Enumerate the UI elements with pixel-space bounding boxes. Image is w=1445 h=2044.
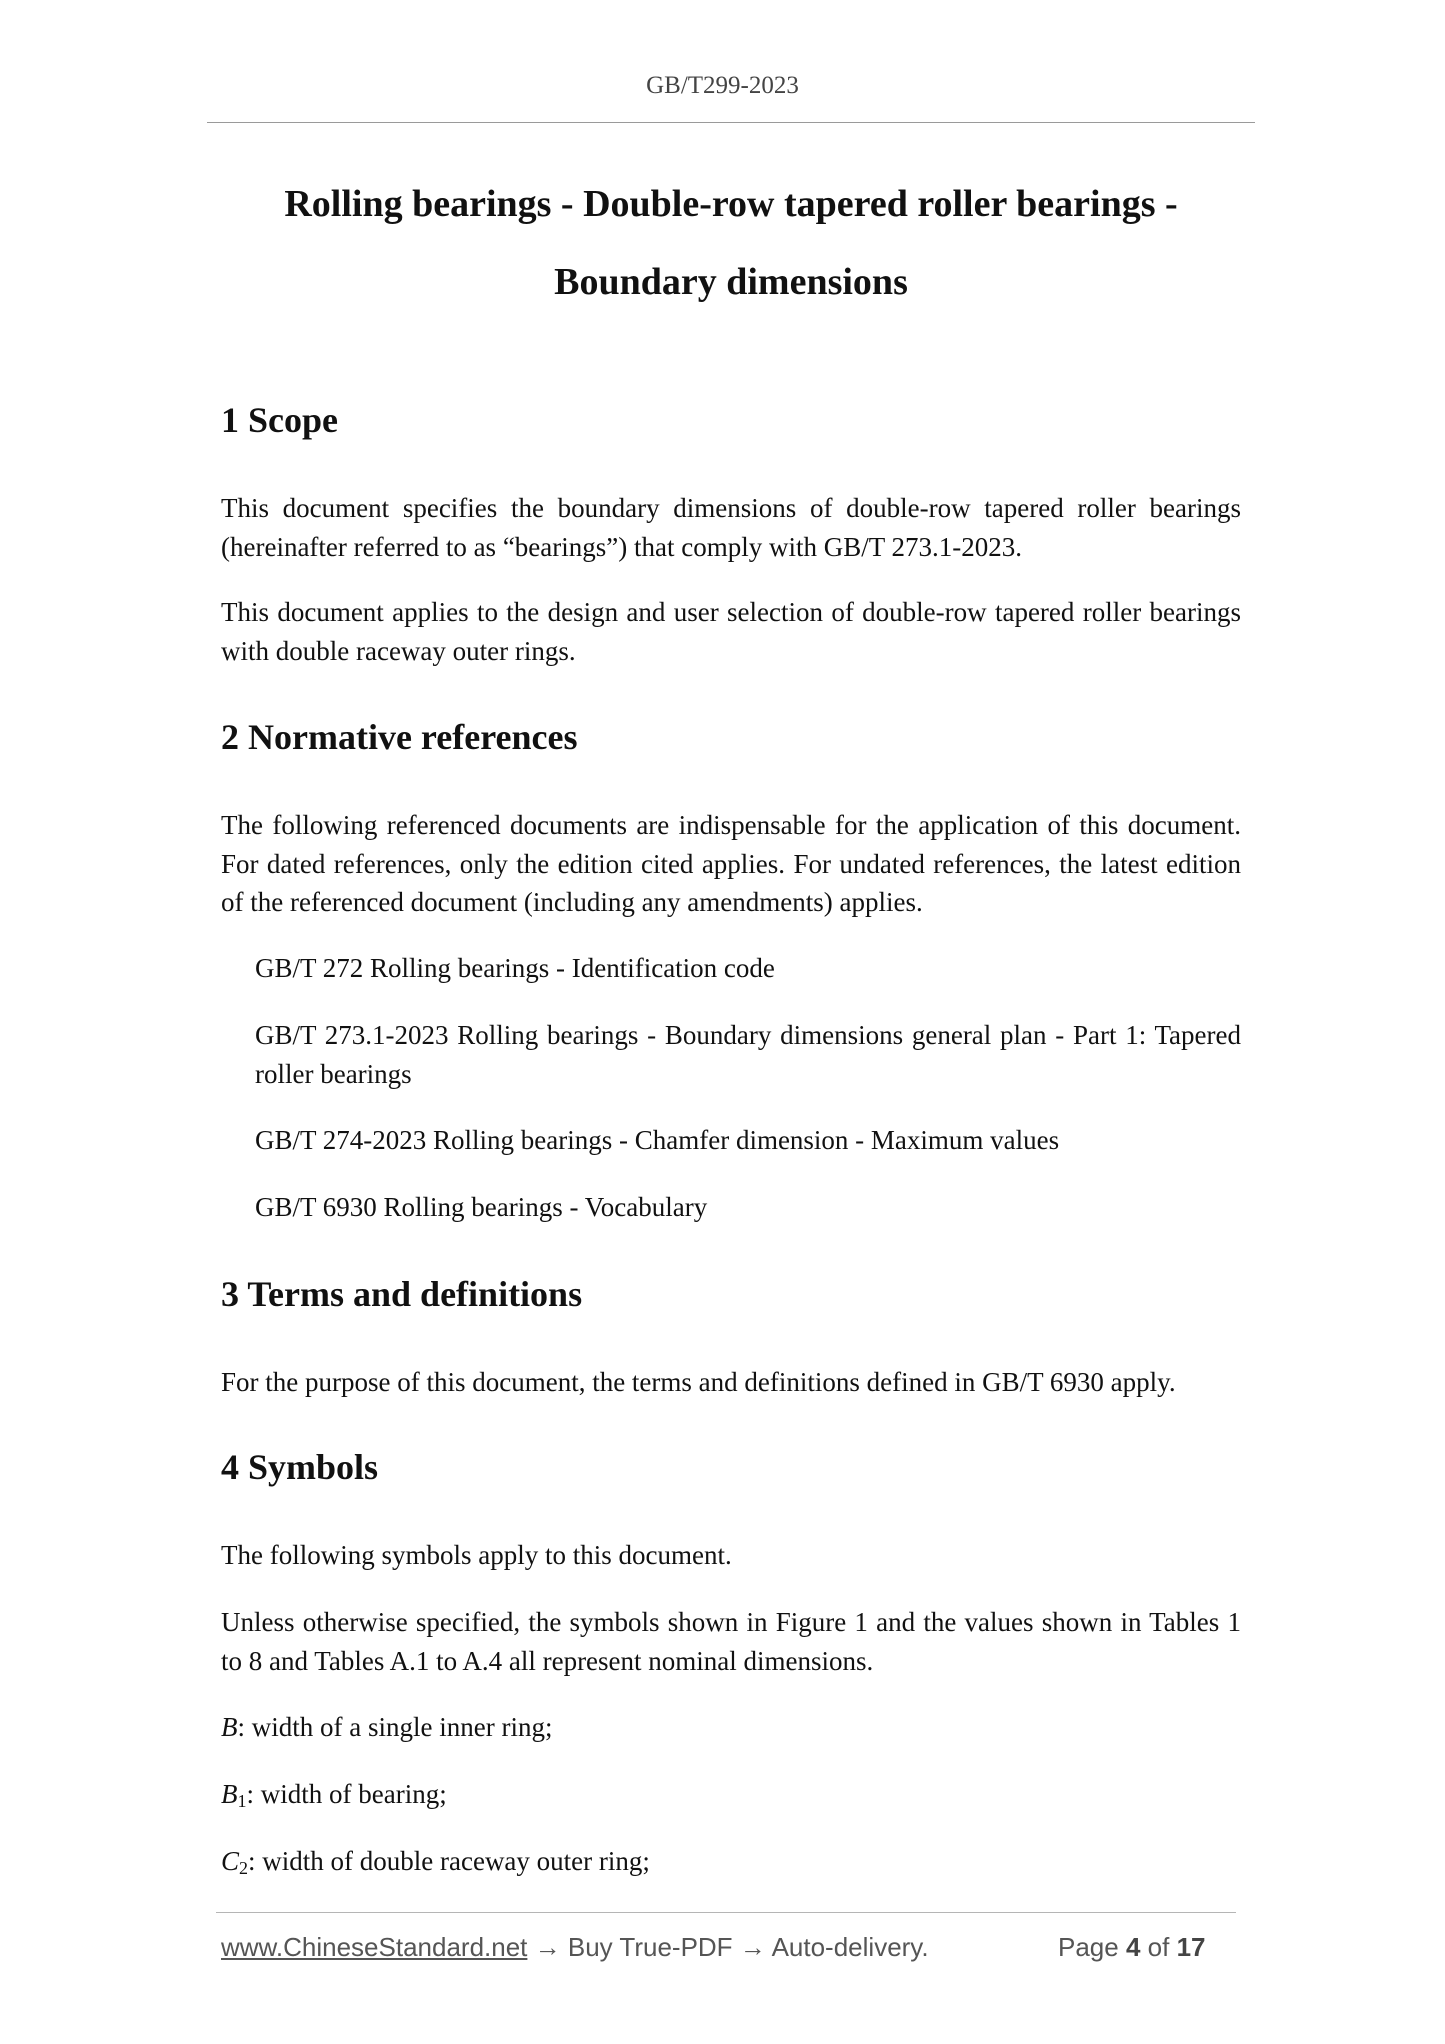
reference-item: GB/T 6930 Rolling bearings - Vocabulary [255,1192,708,1222]
symbol: B [221,1712,238,1742]
website-link[interactable]: www.ChineseStandard.net [221,1932,528,1962]
symbol-description: : width of bearing; [246,1779,447,1809]
scope-paragraph-1: This document specifies the boundary dimensions of double-row tapered roller bearings (hereinafter referred to as “bearings”) that comply with GB/T 273.1-2023. [221,493,1241,562]
symbol-subscript: 1 [237,1791,247,1811]
symbol-subscript: 2 [239,1858,249,1878]
page-of-label: of [1147,1932,1170,1962]
symbol-definition [221,1775,1241,1814]
document-code-header: GB/T299-2023 [646,72,799,99]
reference-item: GB/T 274-2023 Rolling bearings - Chamfer dimension - Maximum values [255,1125,1060,1155]
symbol-description: : width of double raceway outer ring; [248,1846,650,1876]
reference-item: GB/T 273.1-2023 Rolling bearings - Boundary dimensions general plan - Part 1: Tapered roller bearings [255,1020,1241,1089]
scope-paragraph-2: This document applies to the design and user selection of double-row tapered roller bearings with double raceway outer rings. [221,597,1241,666]
symbols-paragraph-2: Unless otherwise specified, the symbols shown in Figure 1 and the values shown in Tables 1 to 8 and Tables A.1 to A.4 all represent nominal dimensions. [221,1607,1241,1676]
footer-tagline: → Buy True-PDF → Auto-delivery. [527,1932,929,1962]
title-line-2: Boundary dimensions [554,261,908,303]
page-current: 4 [1125,1932,1141,1962]
section-heading-terms-and-definitions: 3 Terms and definitions [221,1274,583,1314]
section-heading-normative-references: 2 Normative references [221,717,578,757]
reference-item: GB/T 272 Rolling bearings - Identification code [255,953,775,983]
document-title [207,165,1255,321]
title-line-1: Rolling bearings - Double-row tapered roller bearings - [284,183,1178,225]
symbol-description: : width of a single inner ring; [237,1712,553,1742]
page-indicator [1058,1932,1206,1963]
section-heading-symbols: 4 Symbols [221,1447,379,1487]
footer-divider [216,1912,1236,1913]
header-divider [207,122,1255,123]
symbol: C [221,1846,240,1876]
normative-paragraph-1: The following referenced documents are indispensable for the application of this document. For dated references, only the edition cited applies. For undated references, the latest edition of the referenced document (including any amendments) applies. [221,810,1241,917]
page-label: Page [1058,1932,1119,1962]
symbol-definition [221,1708,1241,1747]
footer-promo [221,1932,929,1963]
page-total: 17 [1176,1932,1206,1962]
symbol-definition [221,1842,1241,1881]
symbol: B [221,1779,238,1809]
terms-paragraph-1: For the purpose of this document, the terms and definitions defined in GB/T 6930 apply. [221,1367,1176,1397]
symbols-paragraph-1: The following symbols apply to this document. [221,1540,732,1570]
section-heading-scope: 1 Scope [221,400,338,440]
